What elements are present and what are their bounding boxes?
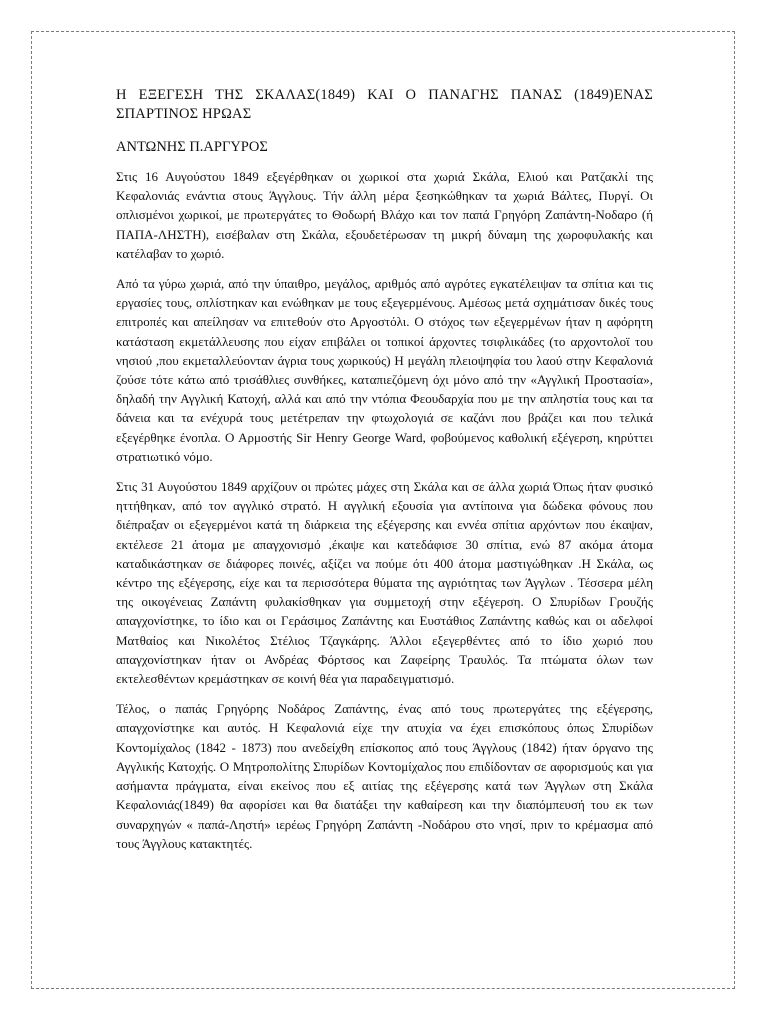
paragraph: Στις 16 Αυγούστου 1849 εξεγέρθηκαν οι χωρικοί στα χωριά Σκάλα, Ελιού και Ρατζακλί της Κεφαλονιάς ενάντια στους Άγγλους. Τήν άλλη μέρα ξεσηκώθηκαν τα χωριά Βάλτες, Πυργί. Οι οπλισμένοι χωρικοί, με πρωτεργάτες το Θοδωρή Βλάχο και τον παπά Γρηγόρη Ζαπάντη-Νοδαρο (ή ΠΑΠΑ-ΛΗΣΤΗ), εισέβαλαν στη Σκάλα, εξουδετέρωσαν τη μικρή δύναμη της χωροφυλακής και κατέλαβαν το χωριό. [116,169,653,261]
document-body [116,86,653,864]
paragraph: Από τα γύρω χωριά, από την ύπαιθρο, μεγάλος, αριθμός από αγρότες εγκατέλειψαν τα σπίτια και τις εργασίες τους, οπλίστηκαν και ενώθηκαν με τους εξεγερμένους. Αμέσως μετά σχημάτισαν δικές τους επιτροπές και απείλησαν να επιτεθούν στο Αργοστόλι. Ο στόχος των εξεγερμένων ήταν η αφόρητη κατάσταση εκμετάλλευσης που είχαν επιβάλει οι τοπικοί άρχοντες τσιφλικάδες (το αρχοντολοϊ του νησιού ,που εκμεταλλεύονταν άγρια τους χωρικούς) Η μεγάλη πλειοψηφία του λαού στην Κεφαλονιά ζούσε τότε κάτω από τρισάθλιες συνθήκες, καταπιεζόμενη όχι μόνο από την «Αγγλική Προστασία», δηλαδή την Αγγλική Κατοχή, αλλά και από την ντόπια Φεουδαρχία που με την απληστία τους και τα δάνεια και τα ενέχυρά τους μετέτρεπαν την φτωχολογιά σε καζάνι που βράζει και που τελικά εξεγέρθηκε ένοπλα. Ο Αρμοστής Sir Henry George Ward, φοβούμενος καθολική εξέγερση, κηρύττει στρατιωτικό νόμο. [116,276,653,464]
paragraph: Στις 31 Αυγούστου 1849 αρχίζουν οι πρώτες μάχες στη Σκάλα και σε άλλα χωριά Όπως ήταν φυσικό ηττήθηκαν, από τον αγγλικό στρατό. Η αγγλική εξουσία για αντίποινα για δώδεκα φόνους που διέπραξαν οι εξεγερμένοι κατά τη διάρκεια της εξέγερσης και εννέα σπίτια αρχόντων που έκαψαν, εκτέλεσε 21 άτομα με απαγχονισμό ,έκαψε και κατεδάφισε 30 σπίτια, ενώ 87 ακόμα άτομα καταδικάστηκαν σε διάφορες ποινές, αξίζει να πούμε ότι 400 άτομα μαστιγώθηκαν .Η Σκάλα, ως κέντρο της εξέγερσης, είχε και τα περισσότερα θύματα της αγριότητας των Άγγλων . Τέσσερα μέλη της οικογένειας Ζαπάντη φυλακίσθηκαν για συμμετοχή στην εξέγερση. Ο Σπυρίδων Γρουζής απαγχονίστηκε, το ίδιο και οι Γεράσιμος Ζαπάντης και Ευστάθιος Ζαπάντης καθώς και οι αδελφοί Ματθαίος και Νικολέτος Στέλιος Τζαγκάρης. Άλλοι εξεγερθέντες από το ίδιο χωριό που απαγχονίστηκαν ήταν οι Ανδρέας Φόρτσος και Ζαφείρης Τραυλός. Τα πτώματα όλων των εκτελεσθέντων κρεμάστηκαν σε κοινή θέα για παραδειγματισμό. [116,479,653,687]
author-name: ΑΝΤΩΝΗΣ Π.ΑΡΓΥΡΟΣ [116,139,268,155]
paragraph: Τέλος, ο παπάς Γρηγόρης Νοδάρος Ζαπάντης, ένας από τους πρωτεργάτες της εξέγερσης, απαγχονίστηκε και αυτός. Η Κεφαλονιά είχε την ατυχία να έχει επισκόπους όπως Σπυρίδων Κοντομίχαλος (1842 - 1873) που ανεδείχθη επίσκοπος από τους Άγγλους (1842) ήταν όργανο της Αγγλικής Κατοχής. Ο Μητροπολίτης Σπυρίδων Κοντομίχαλος που επιδίδονταν σε αφορισμούς και για ασήμαντα πράγματα, είναι εκείνος που εξ αιτίας της εξέγερσης κατά των Άγγλων στη Σκάλα Κεφαλονιάς(1849) θα αφορίσει και θα διατάξει την καθαίρεση και την διαπόμπευσή του εκ των συναρχηγών « παπά-Ληστή» ιερέως Γρηγόρη Ζαπάντη -Νοδάρου στο νησί, πριν το κρέμασμα από τους Άγγλους κατακτητές. [116,701,653,851]
document-title: Η ΕΞΕΓΕΣΗ ΤΗΣ ΣΚΑΛΑΣ(1849) ΚΑΙ Ο ΠΑΝΑΓΗΣ ΠΑΝΑΣ (1849)ΕΝΑΣ ΣΠΑΡΤΙΝΟΣ ΗΡΩΑΣ [116,87,653,122]
